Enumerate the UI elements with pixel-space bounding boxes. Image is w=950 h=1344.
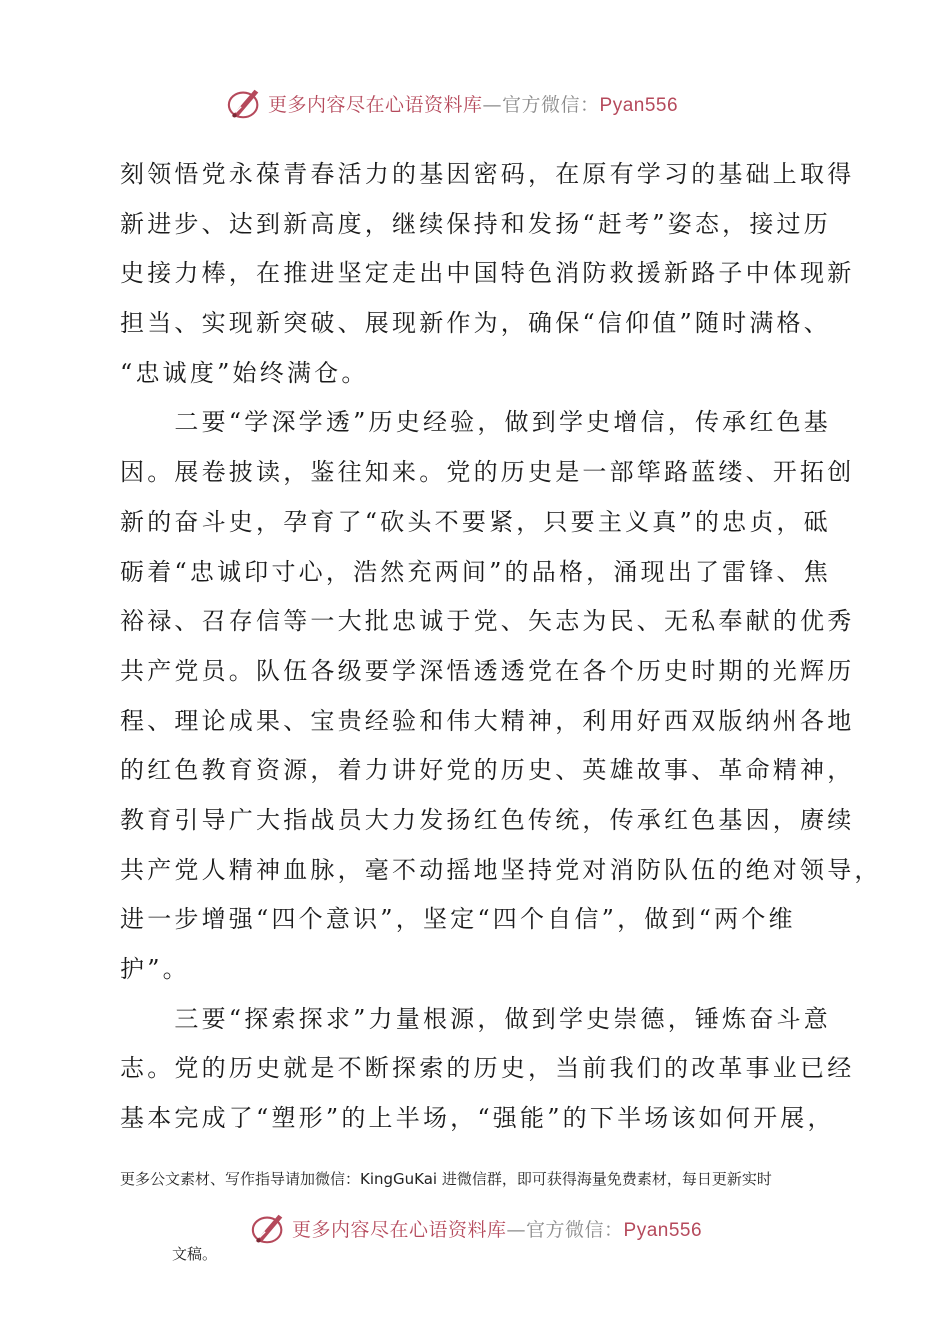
text-line: 史接力棒，在推进坚定走出中国特色消防救援新路子中体现新 [120, 259, 855, 288]
text-line: 的红色教育资源，着力讲好党的历史、英雄故事、革命精神， [120, 756, 855, 785]
text-line: 裕禄、召存信等一大批忠诚于党、矢志为民、无私奉献的优秀 [120, 607, 855, 636]
text-line: 基本完成了“塑形”的上半场，“强能”的下半场该如何开展， [120, 1104, 835, 1133]
text-line: 因。展卷披读，鉴往知来。党的历史是一部筚路蓝缕、开拓创 [120, 458, 855, 487]
document-body [120, 150, 882, 1144]
quill-pen-logo-icon [226, 84, 264, 122]
footer-promo-text: 更多公文素材、写作指导请加微信：KingGuKai 进微信群，即可获得海量免费素材，每日更新实时 [120, 1170, 772, 1188]
footer-promo-text-continued: 文稿。 [172, 1245, 218, 1263]
text-line: 新进步、达到新高度，继续保持和发扬“赶考”姿态，接过历 [120, 209, 831, 238]
text-line: 志。党的历史就是不断探索的历史，当前我们的改革事业已经 [120, 1054, 855, 1083]
text-line: “忠诚度”始终满仓。 [120, 358, 369, 387]
text-line: 二要“学深学透”历史经验，做到学史增信，传承红色基 [120, 408, 831, 437]
text-line: 新的奋斗史，孕育了“砍头不要紧，只要主义真”的忠贞，砥 [120, 507, 831, 536]
watermark-text: 更多内容尽在心语资料库—官方微信：Pyan556 [268, 93, 679, 116]
footer-watermark [250, 1209, 702, 1247]
text-line: 共产党员。队伍各级要学深悟透透党在各个历史时期的光辉历 [120, 656, 855, 685]
watermark-text: 更多内容尽在心语资料库—官方微信：Pyan556 [292, 1218, 703, 1241]
text-line: 教育引导广大指战员大力发扬红色传统，传承红色基因，赓续 [120, 805, 855, 834]
quill-pen-logo-icon [250, 1209, 288, 1247]
header-watermark [226, 84, 678, 122]
text-line: 护”。 [120, 955, 190, 983]
text-line: 砺着“忠诚印寸心，浩然充两间”的品格，涌现出了雷锋、焦 [120, 557, 831, 586]
text-line: 程、理论成果、宝贵经验和伟大精神，利用好西双版纳州各地 [120, 706, 855, 735]
text-line: 三要“探索探求”力量根源，做到学史崇德，锤炼奋斗意 [120, 1004, 831, 1033]
text-line: 担当、实现新突破、展现新作为，确保“信仰值”随时满格、 [120, 309, 831, 338]
text-line: 共产党人精神血脉，毫不动摇地坚持党对消防队伍的绝对领导， [120, 855, 882, 884]
text-line: 进一步增强“四个意识”，坚定“四个自信”，做到“两个维 [120, 905, 796, 934]
text-line: 刻领悟党永葆青春活力的基因密码，在原有学习的基础上取得 [120, 160, 855, 188]
